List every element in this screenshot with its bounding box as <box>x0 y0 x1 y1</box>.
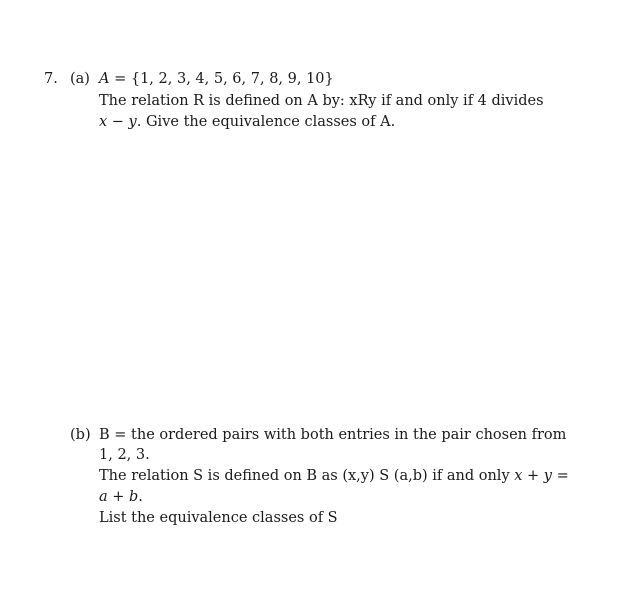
part-a-set-definition <box>99 70 334 88</box>
part-b-line-5: List the equivalence classes of S <box>99 510 338 526</box>
part-a-line-2 <box>99 113 395 131</box>
part-b-line-2: 1, 2, 3. <box>99 447 150 463</box>
x-minus-y: x − y <box>99 114 137 130</box>
x-plus-y-equals: x + y = <box>514 468 569 484</box>
part-a-label: (a) <box>70 71 90 87</box>
part-b-line-4-text: . <box>138 489 143 505</box>
set-a-elements: {1, 2, 3, 4, 5, 6, 7, 8, 9, 10} <box>130 71 334 87</box>
part-a-line-2-text: . Give the equivalence classes of A. <box>136 114 396 130</box>
set-a-variable: A <box>99 71 110 87</box>
problem-number: 7. <box>44 71 58 87</box>
a-plus-b: a + b <box>99 489 139 505</box>
part-b-line-4 <box>99 488 143 506</box>
part-b-label: (b) <box>70 427 91 443</box>
set-a-equals: = <box>109 71 131 87</box>
part-b-line-3-text: The relation S is defined on B as (x,y) S (a,b) if and only <box>99 468 515 484</box>
part-b-line-1: B = the ordered pairs with both entries in the pair chosen from <box>99 427 567 443</box>
part-a-line-1: The relation R is defined on A by: xRy if and only if 4 divides <box>99 93 544 109</box>
part-b-line-3 <box>99 467 569 485</box>
